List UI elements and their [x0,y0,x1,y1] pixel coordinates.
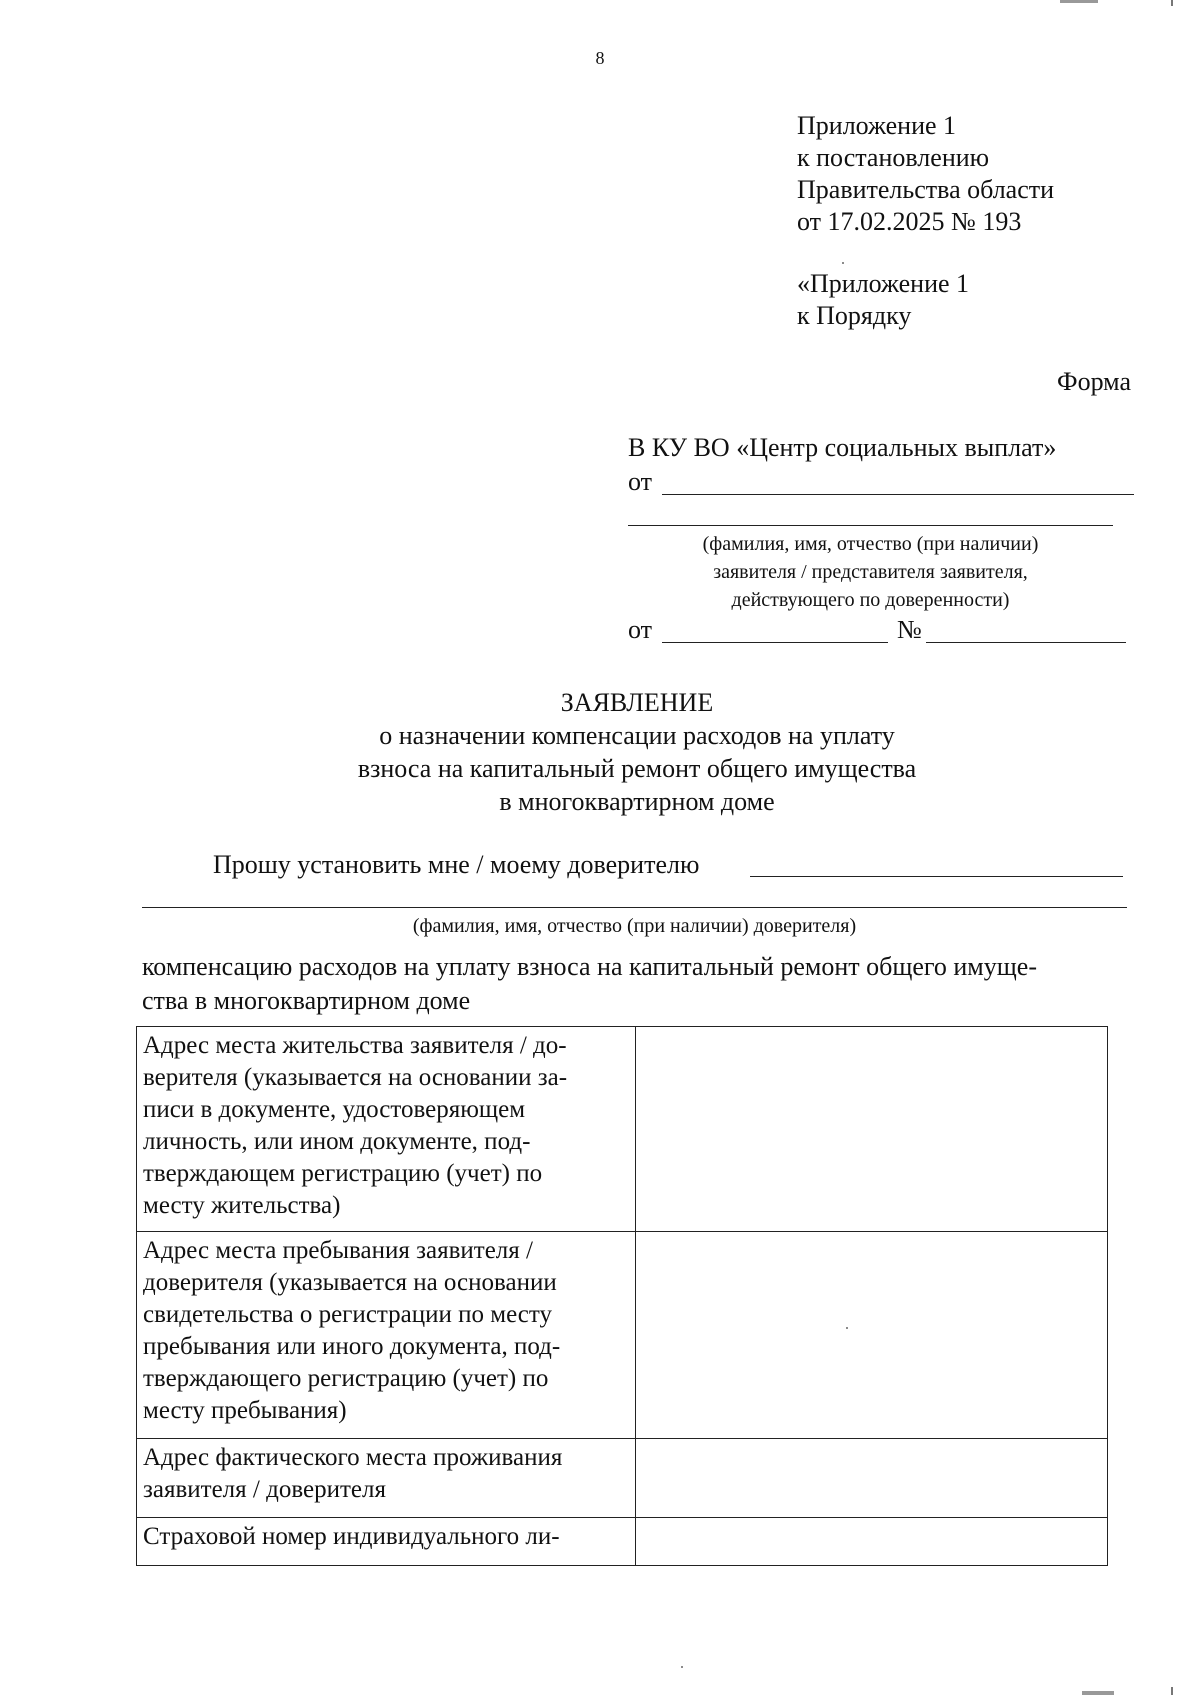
stay-address-value[interactable] [636,1232,1108,1439]
table-row [137,1232,1108,1439]
residence-address-value[interactable] [636,1027,1108,1232]
scan-speck [846,1327,848,1329]
actual-address-value[interactable] [636,1439,1108,1518]
actual-address-label [137,1439,636,1518]
form-label: Форма [1057,367,1131,396]
principal-hint: (фамилия, имя, отчество (при наличии) доверителя) [412,915,857,937]
request-body [142,950,1132,1018]
statement-subtitle-2: взноса на капитальный ремонт общего имущества [357,754,917,783]
snils-label [137,1518,636,1566]
scan-speck [842,262,844,264]
cell-line: Страховой номер индивидуального ли- [143,1523,560,1550]
applicant-name-field-2[interactable] [628,525,1113,526]
scan-edge-mark [1060,0,1098,3]
scan-edge-mark [1171,0,1173,6]
applicant-hint [628,530,1113,614]
appendix-line-2: к постановлению [797,143,990,172]
table-row [137,1027,1108,1232]
scan-edge-mark [1171,1687,1173,1695]
appendix-order-line-1: «Приложение 1 [797,269,970,298]
request-body-line-2: ства в многоквартирном доме [142,986,471,1015]
cell-line: свидетельства о регистрации по месту [143,1301,552,1328]
cell-line: пребывания или иного документа, под- [143,1333,561,1360]
addressee: В КУ ВО «Центр социальных выплат» [628,433,1057,462]
appendix-header [797,110,1054,238]
applicant-name-field[interactable] [662,494,1134,495]
principal-name-field[interactable] [750,876,1123,877]
table-row [137,1439,1108,1518]
applicant-hint-line-2: заявителя / представителя заявителя, [713,561,1028,583]
cell-line: Адрес места жительства заявителя / до- [143,1032,567,1059]
principal-name-field-2[interactable] [142,907,1127,908]
request-text: Прошу установить мне / моему доверителю [213,850,700,879]
cell-line: писи в документе, удостоверяющем [143,1096,526,1123]
appendix-order-header [797,268,969,332]
page-number: 8 [595,48,605,68]
address-table [136,1026,1108,1566]
cell-line: заявителя / доверителя [143,1476,386,1503]
cell-line: Адрес места пребывания заявителя / [143,1237,533,1264]
statement-subtitle-1: о назначении компенсации расходов на уплату [379,721,895,750]
date-label: от [628,615,653,644]
residence-address-label [137,1027,636,1232]
number-field[interactable] [926,642,1126,643]
request-body-line-1: компенсацию расходов на уплату взноса на капитальный ремонт общего имуще- [142,952,1037,981]
appendix-line-1: Приложение 1 [797,111,957,140]
snils-value[interactable] [636,1518,1108,1566]
cell-line: доверителя (указывается на основании [143,1269,557,1296]
cell-line: личность, или ином документе, под- [143,1128,531,1155]
appendix-order-line-2: к Порядку [797,301,912,330]
cell-line: месту жительства) [143,1192,341,1219]
cell-line: месту пребывания) [143,1397,347,1424]
statement-heading: ЗАЯВЛЕНИЕ [560,688,714,717]
statement-title [0,686,1200,818]
scan-speck [681,1666,683,1668]
cell-line: верителя (указывается на основании за- [143,1064,568,1091]
from-label: от [628,467,653,496]
cell-line: Адрес фактического места проживания [143,1444,563,1471]
date-field[interactable] [662,642,888,643]
appendix-line-4: от 17.02.2025 № 193 [797,207,1022,236]
cell-line: тверждающего регистрацию (учет) по [143,1365,549,1392]
cell-line: тверждающем регистрацию (учет) по [143,1160,543,1187]
stay-address-label [137,1232,636,1439]
scan-edge-mark [1082,1691,1114,1695]
applicant-hint-line-3: действующего по доверенности) [731,589,1010,611]
table-row [137,1518,1108,1566]
appendix-line-3: Правительства области [797,175,1055,204]
number-label: № [897,615,922,644]
statement-subtitle-3: в многоквартирном доме [499,787,775,816]
applicant-hint-line-1: (фамилия, имя, отчество (при наличии) [702,533,1039,555]
